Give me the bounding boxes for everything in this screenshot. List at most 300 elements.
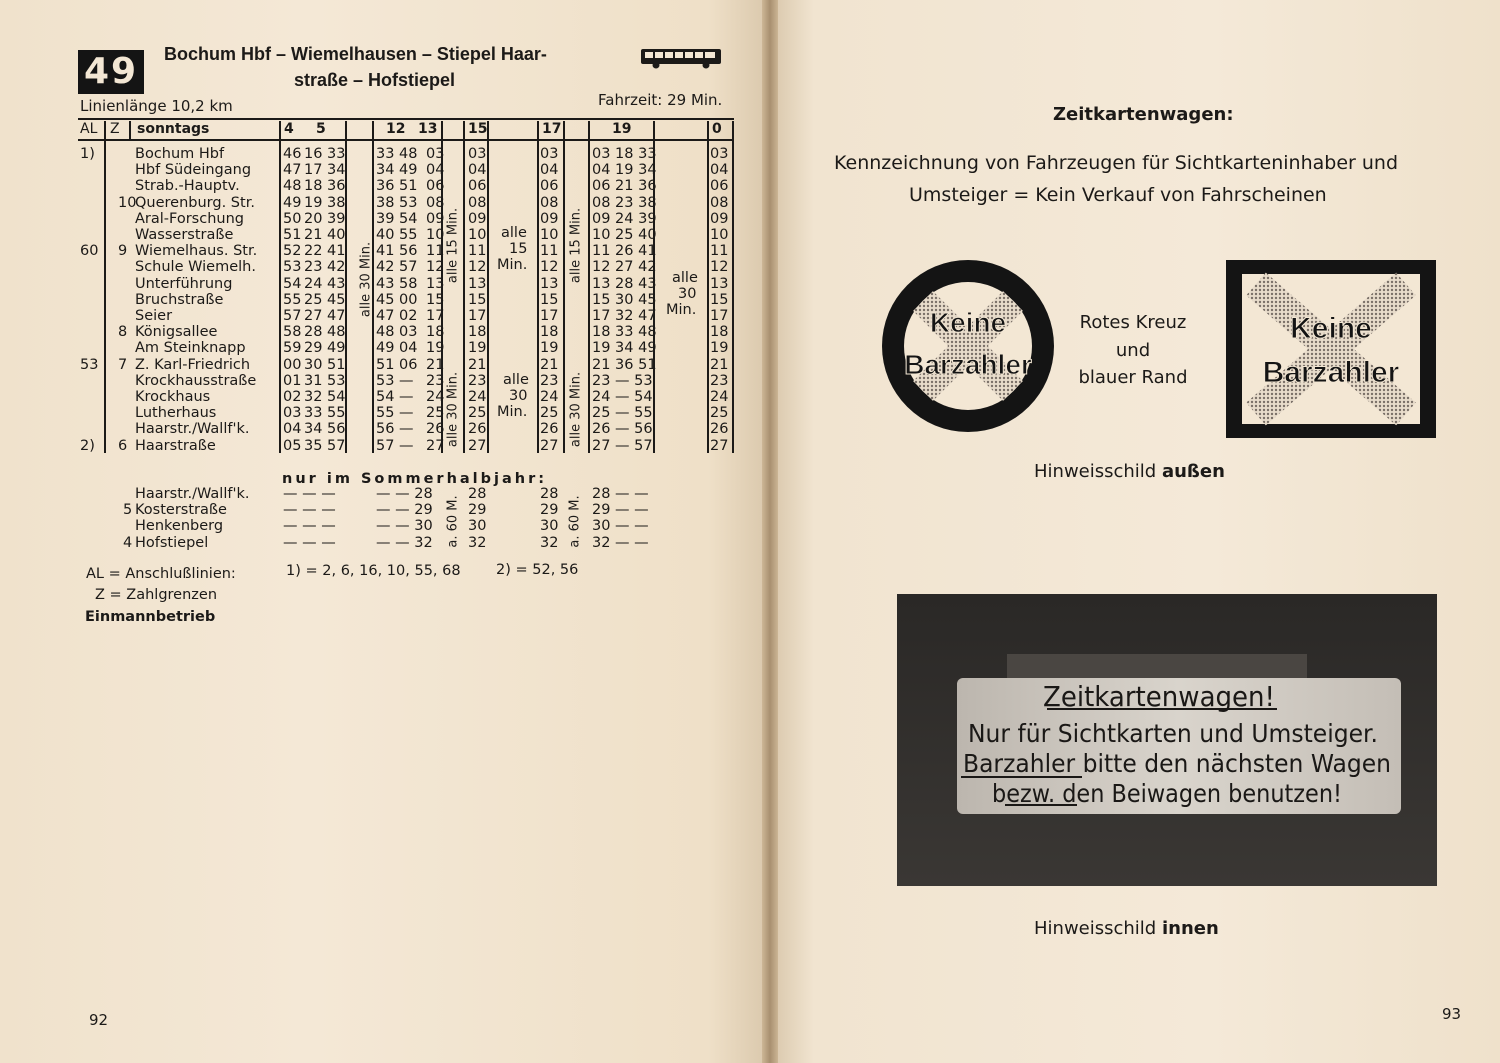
stop-name: Bruchstraße <box>135 291 224 308</box>
stop-name: Haarstraße <box>135 437 216 454</box>
table-cell: 40 55 <box>376 227 418 243</box>
table-cell: 06 <box>540 178 559 195</box>
stop-name: Schule Wiemelh. <box>135 259 256 276</box>
table-cell: 25 45 <box>304 291 346 308</box>
interval-note: alle 30 Min. <box>568 371 584 448</box>
table-cell: — — — <box>283 502 336 519</box>
interval-note: alle 30 Min. <box>445 371 461 448</box>
table-cell: 25 <box>426 405 445 422</box>
table-cell: 51 06 <box>376 356 418 373</box>
table-cell: 47 02 <box>376 308 418 324</box>
header-col-19: 19 <box>612 121 632 137</box>
table-cell: 36 51 <box>376 178 418 195</box>
table-row <box>78 502 738 518</box>
table-cell: 03 <box>283 405 302 422</box>
caption-bold: außen <box>1161 461 1225 482</box>
table-cell: 59 <box>283 340 302 357</box>
stop-name: Henkenberg <box>135 518 224 535</box>
table-cell: 16 33 <box>304 146 346 162</box>
table-cell: 52 <box>283 243 302 260</box>
table-cell: 04 <box>710 162 729 179</box>
table-cell: 04 <box>426 162 445 179</box>
table-cell: 38 53 <box>376 194 418 211</box>
table-cell: 06 <box>468 178 487 195</box>
table-cell: 00 <box>283 356 302 373</box>
table-cell: 21 <box>426 356 445 373</box>
table-cell: 13 <box>540 275 559 292</box>
table-cell: 30 <box>540 518 559 535</box>
header-col-0: 0 <box>712 121 722 137</box>
table-row <box>78 227 738 243</box>
table-row <box>78 211 738 227</box>
right-subtitle-line1: Kennzeichnung von Fahrzeugen für Sichtkarteninhaber und <box>834 152 1399 174</box>
caption-prefix: Hinweisschild <box>1034 918 1162 939</box>
photo-text: Nur für Sichtkarten und Umsteiger. <box>968 719 1378 748</box>
stop-name: Krockhausstraße <box>135 372 257 389</box>
table-cell: 15 <box>540 291 559 308</box>
stop-name: Krockhaus <box>135 389 211 405</box>
table-cell: 32 <box>468 534 487 551</box>
table-cell: — — — <box>283 486 336 502</box>
table-row <box>78 340 738 356</box>
table-cell: 56 — <box>376 421 414 438</box>
table-cell: 18 <box>710 324 729 341</box>
table-cell: 24 <box>468 389 487 405</box>
table-row <box>78 292 738 308</box>
table-cell: 21 <box>468 356 487 373</box>
header-col-4: 4 <box>284 121 294 137</box>
table-cell: 21 40 <box>304 227 346 243</box>
interval-note: alle <box>503 372 529 388</box>
summer-header: nur im Sommerhalbjahr: <box>282 471 548 487</box>
table-cell: 23 — 53 <box>592 372 653 389</box>
table-cell: 6 <box>118 437 128 454</box>
table-row <box>78 421 738 437</box>
stop-name: Strab.-Hauptv. <box>135 178 240 195</box>
table-cell: 24 <box>426 389 445 405</box>
table-cell: 23 <box>540 372 559 389</box>
table-cell: 28 48 <box>304 324 346 341</box>
table-cell: 10 <box>540 227 559 243</box>
table-cell: 48 <box>283 178 302 195</box>
table-cell: 34 49 <box>376 162 418 179</box>
table-cell: 03 <box>710 146 729 162</box>
table-cell: 26 <box>710 421 729 438</box>
table-row <box>78 276 738 292</box>
table-cell: 49 <box>283 194 302 211</box>
table-cell: 4 <box>123 534 133 551</box>
caption-prefix: Hinweisschild <box>1034 461 1162 482</box>
sign-text: Keine <box>1290 312 1372 345</box>
table-cell: 26 — 56 <box>592 421 653 438</box>
photo-text: Zeitkartenwagen! <box>1043 680 1275 713</box>
sign-text: Barzahler <box>904 349 1032 380</box>
table-cell: 34 56 <box>304 421 346 438</box>
table-row <box>78 324 738 340</box>
table-cell: 39 54 <box>376 210 418 227</box>
table-cell: 27 — 57 <box>592 437 653 454</box>
stop-name: Am Steinknapp <box>135 340 246 357</box>
interval-note: alle 15 Min. <box>445 207 461 284</box>
table-cell: 24 — 54 <box>592 389 653 405</box>
table-cell: 12 27 42 <box>592 259 657 276</box>
table-cell: 06 <box>710 178 729 195</box>
table-row <box>78 518 738 534</box>
table-cell: 27 <box>540 437 559 454</box>
interval-note: 30 <box>509 388 528 404</box>
table-cell: 09 <box>710 210 729 227</box>
table-cell: 04 19 34 <box>592 162 657 179</box>
cross-line3: blauer Rand <box>1078 367 1188 388</box>
table-row <box>78 146 738 162</box>
table-cell: 25 <box>468 405 487 422</box>
table-cell: 29 49 <box>304 340 346 357</box>
table-cell: 23 <box>426 372 445 389</box>
table-cell: 58 <box>283 324 302 341</box>
table-cell: 54 <box>283 275 302 292</box>
table-cell: 08 <box>468 194 487 211</box>
table-cell: 03 <box>540 146 559 162</box>
table-top-rule <box>78 118 734 120</box>
header-day: sonntags <box>137 121 210 137</box>
table-cell: 55 — <box>376 405 414 422</box>
stop-name: Unterführung <box>135 275 233 292</box>
legend-z: Z = Zahlgrenzen <box>95 587 218 603</box>
table-cell: 09 <box>540 210 559 227</box>
route-title-line2: straße – Hofstiepel <box>294 70 456 90</box>
table-cell: 47 <box>283 162 302 179</box>
table-cell: 26 <box>426 421 445 438</box>
table-row <box>78 259 738 275</box>
table-cell: 30 51 <box>304 356 346 373</box>
table-cell: 18 <box>426 324 445 341</box>
table-cell: 24 43 <box>304 275 346 292</box>
table-cell: 18 <box>540 324 559 341</box>
table-cell: 46 <box>283 146 302 162</box>
table-cell: 11 <box>710 243 729 260</box>
sign-text: Keine <box>929 307 1007 338</box>
table-row <box>78 405 738 421</box>
table-cell: 11 26 41 <box>592 243 657 260</box>
table-row <box>78 178 738 194</box>
table-cell: 12 <box>540 259 559 276</box>
table-cell: 19 <box>426 340 445 357</box>
photo-text: Barzahler bitte den nächsten Wagen <box>963 749 1391 778</box>
table-cell: 11 <box>426 243 445 260</box>
table-cell: 09 <box>468 210 487 227</box>
table-cell: 24 <box>710 389 729 405</box>
table-cell: 12 <box>710 259 729 276</box>
interval-note: a. 60 M. <box>567 495 583 548</box>
table-cell: 23 42 <box>304 259 346 276</box>
stop-name: Bochum Hbf <box>135 146 225 162</box>
table-cell: 10 <box>468 227 487 243</box>
header-bottom-rule <box>78 139 734 141</box>
table-cell: 04 <box>283 421 302 438</box>
table-cell: 06 <box>426 178 445 195</box>
right-title: Zeitkartenwagen: <box>1053 104 1234 125</box>
table-cell: 53 — <box>376 372 414 389</box>
table-cell: 03 <box>426 146 445 162</box>
right-subtitle-line2: Umsteiger = Kein Verkauf von Fahrscheinen <box>909 184 1327 206</box>
table-cell: 18 33 48 <box>592 324 657 341</box>
table-cell: 27 <box>426 437 445 454</box>
stop-name: Aral-Forschung <box>135 210 244 227</box>
interval-note: alle 30 Min. <box>358 241 374 318</box>
table-cell: 03 <box>468 146 487 162</box>
legend-operation: Einmannbetrieb <box>85 609 216 625</box>
table-cell: 20 39 <box>304 210 346 227</box>
table-cell: — — 30 <box>376 518 433 535</box>
table-cell: 55 <box>283 291 302 308</box>
table-row <box>78 535 738 551</box>
table-cell: — — — <box>283 518 336 535</box>
table-cell: 30 — — <box>592 518 649 535</box>
book-gutter <box>762 0 778 1063</box>
stop-name: Lutherhaus <box>135 405 217 422</box>
table-cell: 25 <box>710 405 729 422</box>
table-cell: 17 <box>468 308 487 324</box>
table-cell: 17 34 <box>304 162 346 179</box>
stop-name: Haarstr./Wallf'k. <box>135 421 250 438</box>
header-col-12: 12 <box>386 121 406 137</box>
table-cell: 21 36 51 <box>592 356 657 373</box>
route-length: Linienlänge 10,2 km <box>80 97 233 115</box>
table-cell: 50 <box>283 210 302 227</box>
table-cell: 09 24 39 <box>592 210 657 227</box>
table-cell: 13 <box>426 275 445 292</box>
table-cell: 17 32 47 <box>592 308 657 324</box>
table-cell: 08 23 38 <box>592 194 657 211</box>
table-cell: 10 <box>426 227 445 243</box>
table-cell: — — 29 <box>376 502 433 519</box>
interval-note: a. 60 M. <box>445 495 461 548</box>
table-cell: 10 <box>118 194 137 211</box>
table-cell: 32 54 <box>304 389 346 405</box>
table-cell: 22 41 <box>304 243 346 260</box>
table-cell: 19 <box>710 340 729 357</box>
table-cell: 19 38 <box>304 194 346 211</box>
table-cell: 25 — 55 <box>592 405 653 422</box>
page-number-left: 92 <box>89 1011 109 1029</box>
table-cell: 26 <box>540 421 559 438</box>
table-cell: 9 <box>118 243 128 260</box>
table-row <box>78 308 738 324</box>
sign-text: Barzahler <box>1262 356 1400 389</box>
table-row <box>78 389 738 405</box>
interval-note: Min. <box>666 302 697 318</box>
stop-name: Königsallee <box>135 324 218 341</box>
table-cell: 48 03 <box>376 324 418 341</box>
table-row <box>78 195 738 211</box>
stop-name: Wiemelhaus. Str. <box>135 243 258 260</box>
header-col-13: 13 <box>418 121 438 137</box>
table-cell: 13 28 43 <box>592 275 657 292</box>
table-cell: 17 <box>540 308 559 324</box>
table-cell: 27 <box>710 437 729 454</box>
table-cell: 02 <box>283 389 302 405</box>
travel-time: Fahrzeit: 29 Min. <box>598 91 723 109</box>
table-cell: 60 <box>80 243 99 260</box>
table-cell: 42 57 <box>376 259 418 276</box>
table-cell: 49 04 <box>376 340 418 357</box>
table-cell: 17 <box>710 308 729 324</box>
table-cell: 32 <box>540 534 559 551</box>
stop-name: Querenburg. Str. <box>135 194 255 211</box>
table-cell: 08 <box>426 194 445 211</box>
cross-line2: und <box>1115 339 1151 361</box>
table-cell: 18 <box>468 324 487 341</box>
table-cell: 53 <box>283 259 302 276</box>
header-al: AL <box>80 121 98 137</box>
table-cell: 01 <box>283 372 302 389</box>
table-cell: — — 28 <box>376 486 433 502</box>
table-cell: 27 <box>468 437 487 454</box>
table-column-rule <box>129 121 131 139</box>
table-cell: 8 <box>118 324 128 341</box>
bus-icon <box>640 46 722 70</box>
table-cell: 5 <box>123 502 133 519</box>
table-cell: 08 <box>710 194 729 211</box>
table-cell: 18 36 <box>304 178 346 195</box>
table-cell: 28 <box>468 486 487 502</box>
cross-description <box>1070 309 1196 392</box>
caption-bold: innen <box>1161 918 1219 939</box>
table-row <box>78 373 738 389</box>
table-cell: 19 34 49 <box>592 340 657 357</box>
interval-note: alle <box>672 270 698 286</box>
stop-name: Seier <box>135 308 173 324</box>
table-cell: 21 <box>710 356 729 373</box>
table-cell: 19 <box>468 340 487 357</box>
table-row <box>78 243 738 259</box>
summer-timetable <box>78 486 738 556</box>
table-cell: 23 <box>710 372 729 389</box>
legend-2: 2) = 52, 56 <box>496 562 579 578</box>
stop-name: Hofstiepel <box>135 534 209 551</box>
stop-name: Haarstr./Wallf'k. <box>135 486 250 502</box>
interval-note: Min. <box>497 257 528 273</box>
stop-name: Kosterstraße <box>135 502 227 519</box>
table-cell: 26 <box>468 421 487 438</box>
table-cell: 29 — — <box>592 502 649 519</box>
cross-line1: Rotes Kreuz <box>1079 312 1187 333</box>
table-cell: 25 <box>540 405 559 422</box>
header-z: Z <box>110 121 120 137</box>
table-cell: 2) <box>80 437 95 454</box>
table-cell: 09 <box>426 210 445 227</box>
interval-note: 15 <box>509 241 528 257</box>
table-cell: 05 <box>283 437 302 454</box>
table-cell: 28 — — <box>592 486 649 502</box>
table-cell: — — — <box>283 534 336 551</box>
square-sign <box>1226 260 1436 438</box>
table-cell: 15 <box>710 291 729 308</box>
table-cell: 15 <box>426 291 445 308</box>
table-cell: 29 <box>468 502 487 519</box>
table-cell: 27 47 <box>304 308 346 324</box>
caption-outside <box>1034 461 1225 482</box>
table-row <box>78 486 738 502</box>
table-cell: 41 56 <box>376 243 418 260</box>
caption-inside <box>1034 918 1219 939</box>
table-cell: 33 48 <box>376 146 418 162</box>
table-cell: 08 <box>540 194 559 211</box>
stop-name: Hbf Südeingang <box>135 162 252 179</box>
table-cell: 31 53 <box>304 372 346 389</box>
timetable-body <box>78 146 738 456</box>
legend-al: AL = Anschlußlinien: <box>86 566 236 582</box>
table-cell: 30 <box>468 518 487 535</box>
table-cell: 19 <box>540 340 559 357</box>
legend-1: 1) = 2, 6, 16, 10, 55, 68 <box>286 563 461 579</box>
table-cell: 04 <box>468 162 487 179</box>
table-cell: 54 — <box>376 389 414 405</box>
table-cell: 23 <box>468 372 487 389</box>
table-cell: 57 <box>283 308 302 324</box>
table-cell: 24 <box>540 389 559 405</box>
interval-note: Min. <box>497 404 528 420</box>
photo-text: bezw. den Beiwagen benutzen! <box>992 779 1342 808</box>
page-number-right: 93 <box>1442 1005 1462 1023</box>
table-cell: 28 <box>540 486 559 502</box>
table-cell: 43 58 <box>376 275 418 292</box>
table-cell: 13 <box>468 275 487 292</box>
table-row <box>78 162 738 178</box>
table-cell: 04 <box>540 162 559 179</box>
table-cell: 10 <box>710 227 729 243</box>
table-cell: 33 55 <box>304 405 346 422</box>
table-cell: 7 <box>118 356 128 373</box>
route-title-line1: Bochum Hbf – Wiemelhausen – Stiepel Haar- <box>164 44 547 64</box>
table-cell: 1) <box>80 146 95 162</box>
table-cell: 11 <box>540 243 559 260</box>
table-cell: 12 <box>468 259 487 276</box>
table-cell: 15 30 45 <box>592 291 657 308</box>
table-cell: 29 <box>540 502 559 519</box>
table-cell: 17 <box>426 308 445 324</box>
header-col-5: 5 <box>316 121 326 137</box>
table-cell: 10 25 40 <box>592 227 657 243</box>
round-sign <box>878 256 1058 436</box>
table-cell: 12 <box>426 259 445 276</box>
line-number-badge: 49 <box>78 50 144 94</box>
header-col-17: 17 <box>542 121 562 137</box>
stop-name: Wasserstraße <box>135 227 234 243</box>
table-cell: 03 18 33 <box>592 146 657 162</box>
interval-note: 30 <box>678 286 697 302</box>
table-cell: 06 21 36 <box>592 178 657 195</box>
interior-sign-photo <box>897 594 1437 886</box>
table-row <box>78 438 738 454</box>
header-col-15: 15 <box>468 121 488 137</box>
table-cell: 57 — <box>376 437 414 454</box>
table-cell: 32 — — <box>592 534 649 551</box>
table-cell: 45 00 <box>376 291 418 308</box>
table-cell: 53 <box>80 356 99 373</box>
interval-note: alle <box>501 225 527 241</box>
table-cell: 35 57 <box>304 437 346 454</box>
table-cell: 15 <box>468 291 487 308</box>
table-cell: 13 <box>710 275 729 292</box>
table-cell: 51 <box>283 227 302 243</box>
table-cell: — — 32 <box>376 534 433 551</box>
table-cell: 21 <box>540 356 559 373</box>
stop-name: Z. Karl-Friedrich <box>135 356 251 373</box>
table-row <box>78 357 738 373</box>
interval-note: alle 15 Min. <box>568 207 584 284</box>
table-cell: 11 <box>468 243 487 260</box>
